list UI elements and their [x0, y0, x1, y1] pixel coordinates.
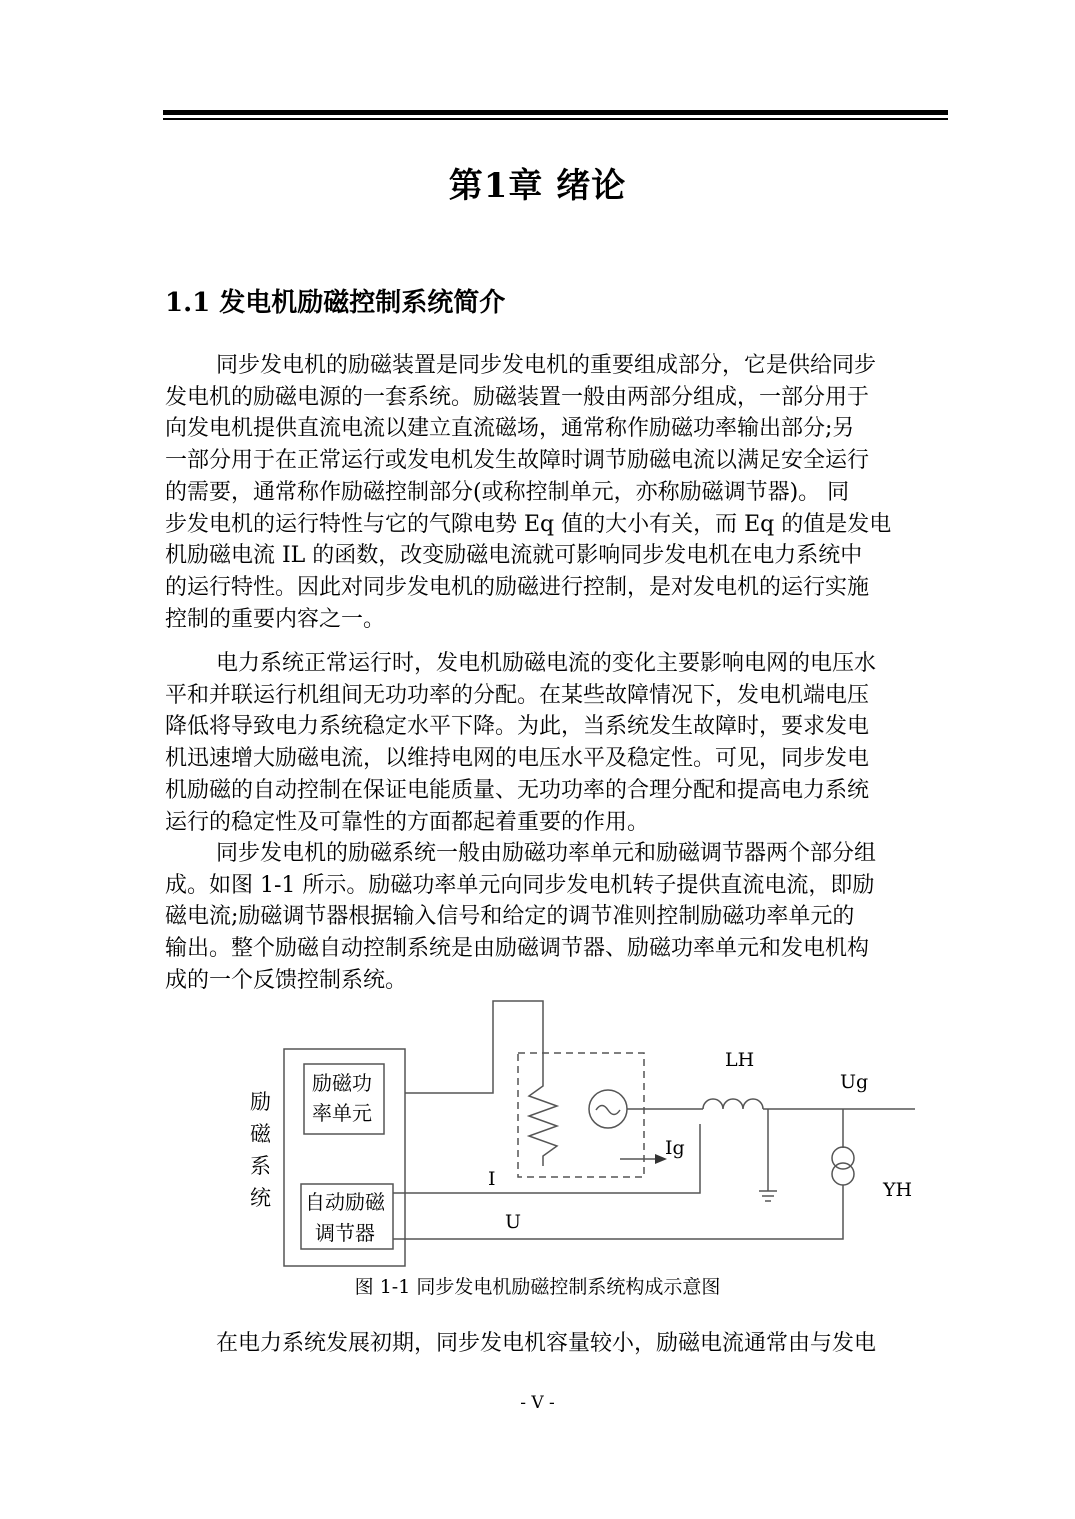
yh-winding-bottom — [832, 1163, 854, 1185]
paragraph-line: 运行的稳定性及可靠性的方面都起着重要的作用。 — [165, 809, 650, 835]
paragraph-line: 同步发电机的励磁系统一般由励磁功率单元和励磁调节器两个部分组 — [216, 841, 877, 866]
paragraph-line: 的运行特性。因此对同步发电机的励磁进行控制，是对发电机的运行实施 — [165, 574, 870, 600]
yh-label: YH — [883, 1179, 913, 1201]
paragraph-line: 一部分用于在正常运行或发电机发生故障时调节励磁电流以满足安全运行 — [165, 448, 870, 474]
paragraph-line: 机励磁的自动控制在保证电能质量、无功功率的合理分配和提高电力系统 — [165, 777, 870, 803]
paragraph-line: 磁电流;励磁调节器根据输入信号和给定的调节准则控制励磁功率单元的 — [165, 904, 855, 930]
figure-excitation-system — [225, 996, 925, 1271]
figure-caption: 图 1-1 同步发电机励磁控制系统构成示意图 — [354, 1276, 721, 1298]
paragraph-1 — [165, 350, 975, 635]
header-rule-thick — [163, 110, 948, 115]
section-title: 1.1 发电机励磁控制系统简介 — [165, 288, 506, 318]
u-label: U — [505, 1211, 522, 1233]
system-label-char: 磁 — [250, 1122, 271, 1146]
lh-label: LH — [725, 1049, 755, 1071]
paragraph-line: 在电力系统发展初期，同步发电机容量较小，励磁电流通常由与发电 — [216, 1331, 877, 1356]
paragraph-line: 电力系统正常运行时，发电机励磁电流的变化主要影响电网的电压水 — [216, 651, 877, 676]
paragraph-line: 降低将导致电力系统稳定水平下降。为此，当系统发生故障时，要求发电 — [165, 714, 870, 740]
power-unit-label-line: 励磁功 — [312, 1071, 372, 1095]
current-transformer-coil — [703, 1099, 763, 1109]
paragraph-line: 步发电机的运行特性与它的气隙电势 Eq 值的大小有关，而 Eq 的值是发电 — [165, 511, 892, 537]
paragraph-line: 同步发电机的励磁装置是同步发电机的重要组成部分，它是供给同步 — [216, 353, 877, 378]
rotor-feed-line — [405, 1001, 543, 1093]
paragraph-line: 向发电机提供直流电流以建立直流磁场，通常称作励磁功率输出部分;另 — [165, 416, 855, 442]
i-label: I — [488, 1168, 496, 1190]
chapter-title: 第1章 绪论 — [448, 166, 627, 206]
paragraph-3 — [165, 838, 975, 997]
system-label-char: 励 — [250, 1090, 271, 1114]
paragraph-line: 机励磁电流 IL 的函数，改变励磁电流就可影响同步发电机在电力系统中 — [165, 543, 863, 569]
paragraph-line: 机迅速增大励磁电流，以维持电网的电压水平及稳定性。可见，同步发电 — [165, 746, 870, 772]
paragraph-line: 发电机的励磁电源的一套系统。励磁装置一般由两部分组成，一部分用于 — [165, 384, 870, 410]
paragraph-2 — [165, 648, 975, 838]
page-number: - V - — [520, 1393, 555, 1413]
paragraph-line: 成。如图 1-1 所示。励磁功率单元向同步发电机转子提供直流电流，即励 — [165, 872, 875, 898]
regulator-label-line: 自动励磁 — [305, 1190, 385, 1214]
excitation-diagram — [225, 996, 925, 1271]
generator-sine — [596, 1106, 620, 1115]
paragraph-line: 的需要，通常称作励磁控制部分(或称控制单元，亦称励磁调节器)。 同 — [165, 479, 850, 505]
regulator-label-line: 调节器 — [315, 1221, 375, 1245]
paragraph-line: 控制的重要内容之一。 — [165, 606, 386, 632]
ug-label: Ug — [840, 1071, 869, 1093]
ig-label: Ig — [665, 1137, 685, 1159]
system-label-char: 统 — [250, 1186, 271, 1210]
header-rule-thin — [163, 118, 948, 120]
rotor-winding — [529, 1071, 557, 1166]
paragraph-line: 成的一个反馈控制系统。 — [165, 967, 408, 993]
paragraph-4 — [165, 1328, 975, 1360]
paragraph-line: 输出。整个励磁自动控制系统是由励磁调节器、励磁功率单元和发电机构 — [165, 936, 870, 962]
paragraph-line: 平和并联运行机组间无功功率的分配。在某些故障情况下，发电机端电压 — [165, 682, 870, 708]
system-label-char: 系 — [250, 1154, 271, 1178]
power-unit-label-line: 率单元 — [312, 1101, 372, 1125]
